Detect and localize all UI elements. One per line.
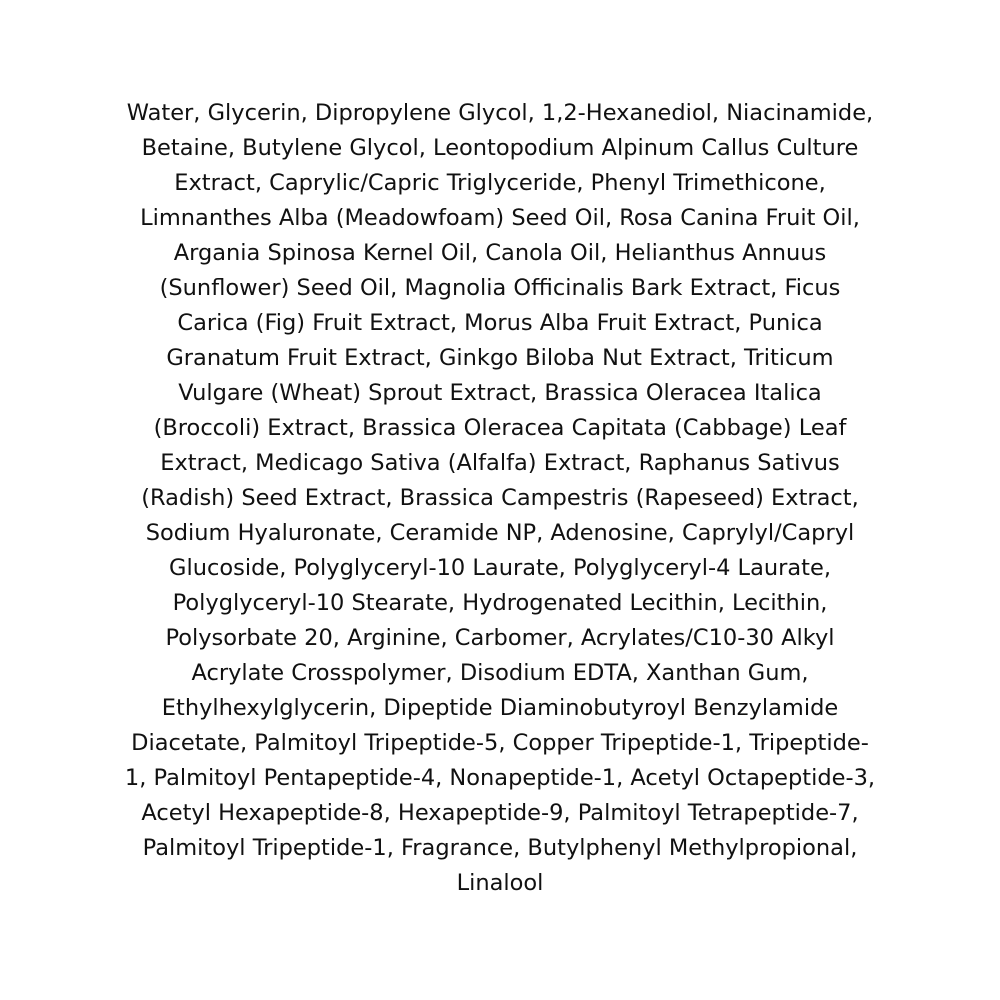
ingredients-list: Water, Glycerin, Dipropylene Glycol, 1,2-Hexanediol, Niacinamide, Betaine, Butylene Glycol, Leontopodium Alpinum Callus Culture Extract, Caprylic/Capric Triglyceride, Phenyl Trimethicone, Limnanthes Alba (Meadowfoam) Seed Oil, Rosa Canina Fruit Oil, Argania Spinosa Kernel Oil, Canola Oil, Helianthus Annuus (Sunflower) Seed Oil, Magnolia Officinalis Bark Extract, Ficus Carica (Fig) Fruit Extract, Morus Alba Fruit Extract, Punica Granatum Fruit Extract, Ginkgo Biloba Nut Extract, Triticum Vulgare (Wheat) Sprout Extract, Brassica Oleracea Italica (Broccoli) Extract, Brassica Oleracea Capitata (Cabbage) Leaf Extract, Medicago Sativa (Alfalfa) Extract, Raphanus Sativus (Radish) Seed Extract, Brassica Campestris (Rapeseed) Extract, Sodium Hyaluronate, Ceramide NP, Adenosine, Caprylyl/Capryl Glucoside, Polyglyceryl-10 Laurate, Polyglyceryl-4 Laurate, Polyglyceryl-10 Stearate, Hydrogenated Lecithin, Lecithin, Polysorbate 20, Arginine, Carbomer, Acrylates/C10-30 Alkyl Acrylate Crosspolymer, Disodium EDTA, Xanthan Gum, Ethylhexylglycerin, Dipeptide Diaminobutyroyl Benzylamide Diacetate, Palmitoyl Tripeptide-5, Copper Tripeptide-1, Tripeptide- 1, Palmitoyl Pentapeptide-4, Nonapeptide-1, Acetyl Octapeptide-3, Acetyl Hexapeptide-8, Hexapeptide-9, Palmitoyl Tetrapeptide-7, Palmitoyl Tripeptide-1, Fragrance, Butylphenyl Methylpropional, Linalool: [124, 100, 876, 896]
